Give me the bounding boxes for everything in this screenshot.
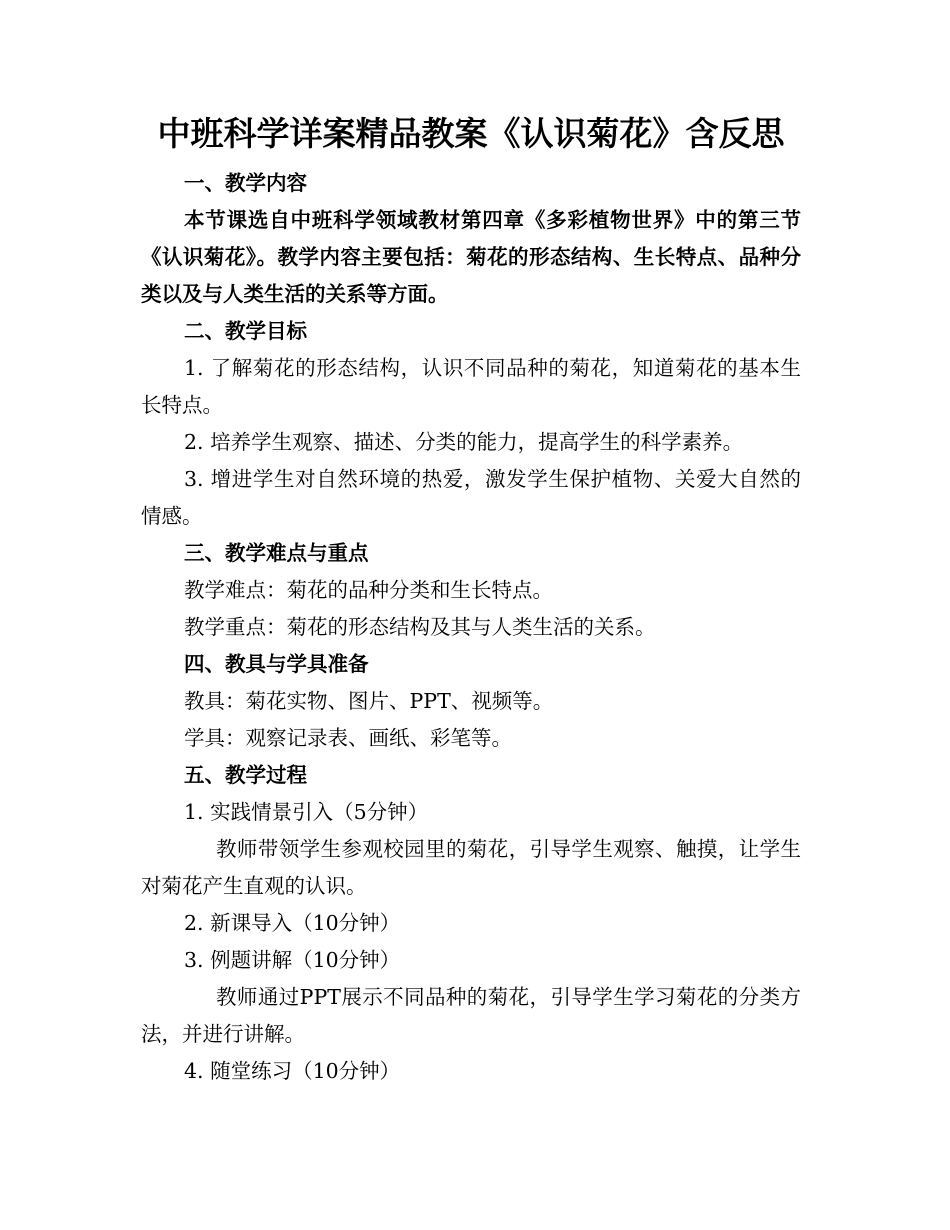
paragraph: 教学重点：菊花的形态结构及其与人类生活的关系。 [184, 615, 656, 639]
paragraph: 2. 培养学生观察、描述、分类的能力，提高学生的科学素养。 [184, 430, 744, 454]
paragraph: 教具：菊花实物、图片、PPT、视频等。 [184, 689, 554, 713]
section-heading: 三、教学难点与重点 [184, 541, 369, 565]
section-heading: 一、教学内容 [184, 171, 307, 195]
paragraph: 3. 增进学生对自然环境的热爱，激发学生保护植物、关爱大自然的情感。 [141, 467, 801, 528]
paragraph: 2. 新课导入（10分钟） [184, 911, 401, 935]
section-heading: 二、教学目标 [184, 319, 307, 343]
paragraph: 3. 例题讲解（10分钟） [184, 948, 401, 972]
paragraph: 1. 实践情景引入（5分钟） [184, 800, 429, 824]
section-heading: 五、教学过程 [184, 763, 307, 787]
paragraph: 教学难点：菊花的品种分类和生长特点。 [184, 578, 553, 602]
paragraph: 4. 随堂练习（10分钟） [184, 1059, 401, 1083]
paragraph: 学具：观察记录表、画纸、彩笔等。 [184, 726, 512, 750]
document-title: 中班科学详案精品教案《认识菊花》含反思 [157, 114, 785, 153]
section-heading: 四、教具与学具准备 [184, 652, 369, 676]
paragraph: 本节课选自中班科学领域教材第四章《多彩植物世界》中的第三节《认识菊花》。教学内容主要包括：菊花的形态结构、生长特点、品种分类以及与人类生活的关系等方面。 [141, 208, 801, 306]
paragraph: 教师带领学生参观校园里的菊花，引导学生观察、触摸，让学生对菊花产生直观的认识。 [141, 837, 801, 898]
paragraph: 教师通过PPT展示不同品种的菊花，引导学生学习菊花的分类方法，并进行讲解。 [141, 985, 801, 1046]
paragraph: 1. 了解菊花的形态结构，认识不同品种的菊花，知道菊花的基本生长特点。 [141, 356, 801, 417]
document-body [141, 165, 801, 1090]
